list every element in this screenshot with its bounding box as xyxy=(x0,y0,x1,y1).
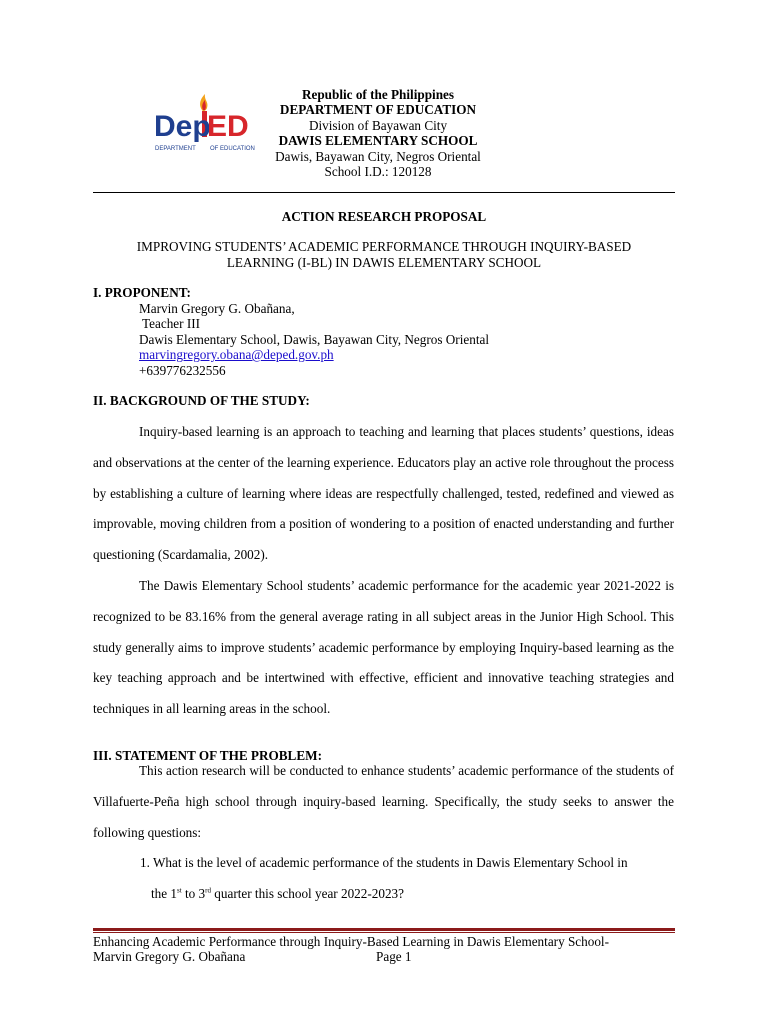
question-1-line1: 1. What is the level of academic performance of the students in Dawis Elementary School in xyxy=(140,855,628,870)
research-title-line1: IMPROVING STUDENTS’ ACADEMIC PERFORMANCE THROUGH INQUIRY-BASED xyxy=(136,239,632,254)
section-heading-problem: III. STATEMENT OF THE PROBLEM: xyxy=(93,748,322,763)
proponent-details xyxy=(139,301,489,378)
svg-text:Dep: Dep xyxy=(154,110,211,143)
research-title xyxy=(93,239,675,270)
problem-paragraph: This action research will be conducted to enhance students’ academic performance of the students of Villafuerte-Peña high school through inquiry-based learning. Specifically, the study seeks to answer the following questions: xyxy=(93,763,674,840)
school-id-line: School I.D.: 120128 xyxy=(324,164,432,180)
deped-logo xyxy=(154,92,256,154)
school-line: DAWIS ELEMENTARY SCHOOL xyxy=(278,133,478,149)
department-line: DEPARTMENT OF EDUCATION xyxy=(279,102,477,118)
footer-author: Marvin Gregory G. Obañana xyxy=(93,949,246,964)
footer-rule-thick xyxy=(93,928,675,931)
footer-rule-thin xyxy=(93,932,675,933)
proponent-phone: +639776232556 xyxy=(139,362,226,378)
proponent-email-link[interactable]: marvingregory.obana@deped.gov.ph xyxy=(139,347,334,363)
footer-title: Enhancing Academic Performance through Inquiry-Based Learning in Dawis Elementary School- xyxy=(93,934,609,949)
svg-text:DEPARTMENT: DEPARTMENT xyxy=(155,146,196,152)
proponent-school: Dawis Elementary School, Dawis, Bayawan City, Negros Oriental xyxy=(139,331,489,347)
letterhead xyxy=(258,87,498,179)
proponent-position: Teacher III xyxy=(142,316,201,332)
section-heading-proponent: I. PROPONENT: xyxy=(93,285,191,300)
document-title: ACTION RESEARCH PROPOSAL xyxy=(281,209,487,224)
question-1-line2: the 1st to 3rd quarter this school year 2022-2023? xyxy=(151,885,404,901)
question-item-1 xyxy=(140,848,674,910)
header-divider xyxy=(93,192,675,193)
address-line: Dawis, Bayawan City, Negros Oriental xyxy=(275,148,481,164)
section-heading-background: II. BACKGROUND OF THE STUDY: xyxy=(93,393,310,408)
background-paragraph-1: Inquiry-based learning is an approach to teaching and learning that places students’ questions, ideas and observations at the center of the learning experience. Educators play an active role throughout the process by establishing a culture of learning where ideas are respectfully challenged, tested, redefined and viewed as improvable, moving children from a position of wondering to a position of enacted understanding and further questioning (Scardamalia, 2002). xyxy=(93,424,674,563)
svg-text:ED: ED xyxy=(207,110,249,143)
proponent-name: Marvin Gregory G. Obañana, xyxy=(139,301,295,316)
svg-text:OF EDUCATION: OF EDUCATION xyxy=(210,146,255,152)
republic-line: Republic of the Philippines xyxy=(301,87,455,102)
division-line: Division of Bayawan City xyxy=(308,117,448,133)
footer-page-number: Page 1 xyxy=(376,949,412,964)
background-paragraph-2: The Dawis Elementary School students’ academic performance for the academic year 2021-2022 is recognized to be 83.16% from the general average rating in all subject areas in the Junior High School. This study generally aims to improve students’ academic performance by employing Inquiry-based learning as the key teaching approach and be intertwined with effective, efficient and innovative teaching strategies and techniques in all learning areas in the school. xyxy=(93,578,674,717)
research-title-line2: LEARNING (I-BL) IN DAWIS ELEMENTARY SCHOOL xyxy=(226,254,542,270)
